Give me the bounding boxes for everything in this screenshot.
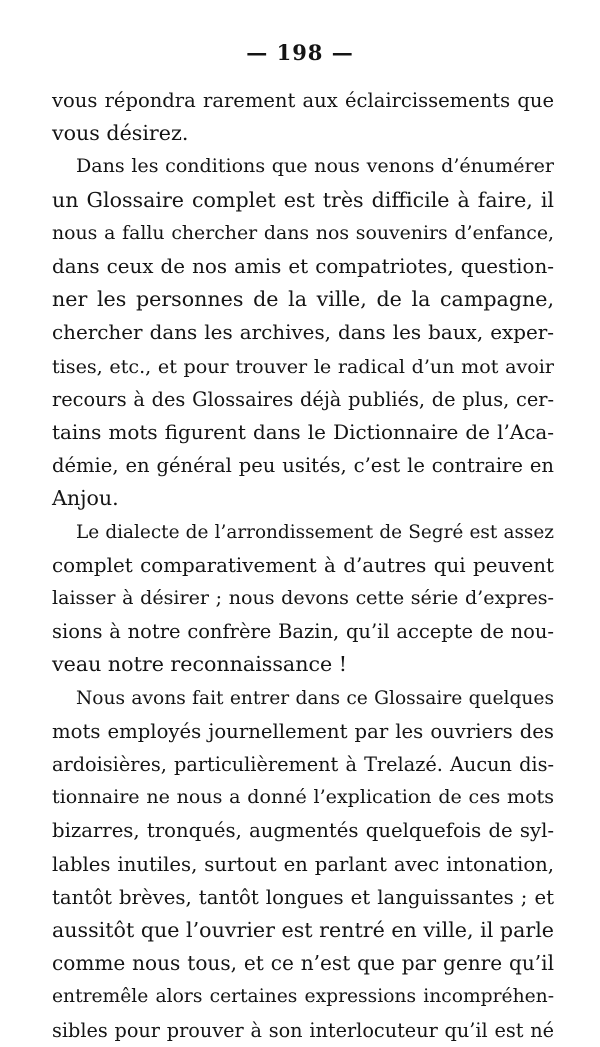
paragraph: [52, 516, 554, 682]
paragraph: [52, 150, 554, 515]
text-line: dans ceux de nos amis et compatriotes, question-: [52, 255, 554, 279]
text-line: ner les personnes de la ville, de la campagne,: [52, 287, 554, 312]
text-line: démie, en général peu usités, c’est le contraire en: [52, 454, 554, 478]
paragraph: [52, 84, 554, 150]
text-line: laisser à désirer ; nous devons cette série d’expres-: [52, 587, 554, 610]
text-line: tionnaire ne nous a donné l’explication de ces mots: [52, 786, 554, 809]
text-line: recours à des Glossaires déjà publiés, de plus, cer-: [52, 387, 554, 411]
text-line: lables inutiles, surtout en parlant avec intonation,: [52, 852, 554, 876]
text-line: tises, etc., et pour trouver le radical d’un mot avoir: [52, 354, 554, 378]
book-page-text: [52, 84, 554, 1047]
text-line: Nous avons fait entrer dans ce Glossaire quelques: [76, 687, 554, 709]
text-line: un Glossaire complet est très difficile à faire, il: [52, 187, 554, 212]
text-line: sions à notre confrère Bazin, qu’il accepte de nou-: [52, 620, 554, 644]
text-line: mots employés journellement par les ouvriers des: [52, 719, 554, 743]
text-line: Anjou.: [52, 486, 119, 511]
text-line: aussitôt que l’ouvrier est rentré en ville, il parle: [52, 918, 554, 943]
text-line: tantôt brèves, tantôt longues et languissantes ; et: [52, 885, 554, 909]
text-line: ardoisières, particulièrement à Trelazé. Aucun dis-: [52, 753, 554, 777]
text-line: entremêle alors certaines expressions incompréhen-: [52, 986, 554, 1008]
text-line: tains mots figurent dans le Dictionnaire de l’Aca-: [52, 420, 554, 445]
text-line: bizarres, tronqués, augmentés quelquefois de syl-: [52, 819, 554, 843]
text-line: sibles pour prouver à son interlocuteur qu’il est né: [52, 1018, 554, 1042]
text-line: comme nous tous, et ce n’est que par genre qu’il: [52, 951, 554, 976]
page-number: — 198 —: [246, 40, 354, 65]
text-line: Dans les conditions que nous venons d’énumérer: [76, 155, 554, 178]
text-line: nous a fallu chercher dans nos souvenirs d’enfance,: [52, 221, 554, 244]
text-line: vous désirez.: [52, 121, 189, 146]
text-line: complet comparativement à d’autres qui peuvent: [52, 553, 554, 577]
text-line: chercher dans les archives, dans les baux, exper-: [52, 321, 554, 345]
text-line: vous répondra rarement aux éclaircissements que: [52, 89, 554, 112]
paragraph: [52, 682, 554, 1047]
text-line: veau notre reconnaissance !: [52, 652, 347, 677]
text-line: Le dialecte de l’arrondissement de Segré est assez: [76, 521, 554, 543]
